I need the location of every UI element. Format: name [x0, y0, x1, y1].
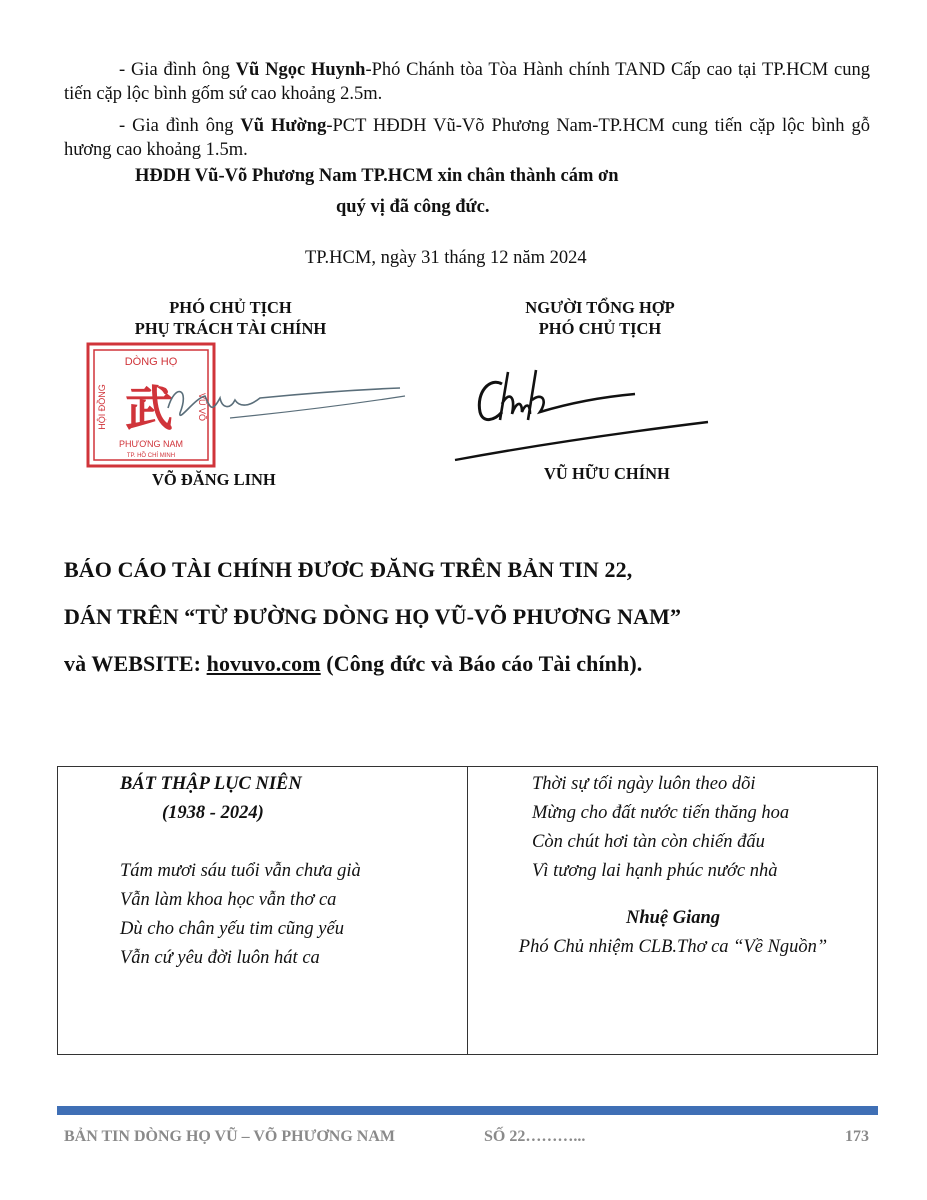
p1-text: -Phó Chánh tòa Tòa Hành chính TAND Cấp cao tại TP.HCM cung tiến cặp lộc bình gốm sứ cao khoảng 2.5m.	[64, 60, 870, 104]
poem-line: Thời sự tối ngày luôn theo dõi	[532, 774, 756, 794]
website-label: và WEBSITE:	[64, 651, 207, 676]
paragraph-donation-1	[64, 58, 870, 106]
p2-text: -PCT HĐDH Vũ-Võ Phương Nam-TP.HCM cung tiến cặp lộc bình gỗ hương cao khoảng 1.5m.	[64, 116, 870, 160]
website-suffix: (Công đức và Báo cáo Tài chính).	[320, 651, 643, 676]
poem-line: Còn chút hơi tàn còn chiến đấu	[532, 832, 765, 852]
seal-text-city: TP. HỒ CHÍ MINH	[126, 453, 176, 459]
p1-donor-name: Vũ Ngọc Huynh	[235, 60, 366, 80]
right-signatory-name: VŨ HỮU CHÍNH	[544, 464, 670, 483]
seal-text-bottom: PHƯƠNG NAM	[119, 439, 183, 449]
poem-left-stanza	[120, 857, 361, 973]
left-signatory-name: VÕ ĐĂNG LINH	[152, 470, 276, 489]
paragraph-donation-2	[64, 114, 870, 162]
heading-line-3	[64, 651, 642, 677]
seal-text-left: HỘI ĐỒNG	[97, 384, 107, 430]
footer-publication: BẢN TIN DÒNG HỌ VŨ – VÕ PHƯƠNG NAM	[64, 1128, 395, 1145]
footer-bar	[57, 1106, 878, 1115]
poem-line: Dù cho chân yếu tim cũng yếu	[120, 919, 344, 939]
left-signature	[150, 368, 410, 448]
p2-prefix: - Gia đình ông	[119, 116, 241, 136]
right-signature	[450, 362, 710, 467]
date-line: TP.HCM, ngày 31 tháng 12 năm 2024	[305, 248, 587, 268]
poem-line: Mừng cho đất nước tiến thăng hoa	[532, 803, 790, 823]
seal-glyph: 武	[124, 381, 174, 437]
poem-line: Vì tương lai hạnh phúc nước nhà	[532, 861, 778, 881]
heading-line-2: DÁN TRÊN “TỪ ĐƯỜNG DÒNG HỌ VŨ-VÕ PHƯƠNG NAM”	[64, 604, 682, 629]
poem-author-role: Phó Chủ nhiệm CLB.Thơ ca “Về Nguồn”	[518, 937, 828, 957]
seal-text-right: VŨ VÕ	[197, 392, 207, 422]
right-signatory-title	[490, 297, 710, 339]
poem-title: BÁT THẬP LỤC NIÊN	[120, 774, 302, 794]
heading-line-1: BÁO CÁO TÀI CHÍNH ĐƯƠC ĐĂNG TRÊN BẢN TIN 22,	[64, 557, 633, 582]
poem-right-stanza	[532, 770, 789, 886]
poem-line: Vẫn cứ yêu đời luôn hát ca	[120, 948, 320, 968]
poem-author: Nhuệ Giang	[625, 908, 721, 928]
left-signatory-title	[108, 297, 353, 339]
poem-line: Tám mươi sáu tuổi vẫn chưa già	[120, 861, 361, 881]
left-title-line-2: PHỤ TRÁCH TÀI CHÍNH	[134, 319, 327, 338]
p2-donor-name: Vũ Hường	[240, 116, 327, 136]
left-title-line-1: PHÓ CHỦ TỊCH	[169, 298, 292, 317]
thanks-line-1: HĐDH Vũ-Võ Phương Nam TP.HCM xin chân thành cám ơn	[135, 166, 619, 186]
p1-prefix: - Gia đình ông	[119, 60, 236, 80]
website-link[interactable]: hovuvo.com	[206, 651, 321, 676]
poem-years: (1938 - 2024)	[162, 803, 264, 823]
footer-page-number: 173	[845, 1128, 869, 1145]
right-title-line-1: NGƯỜI TỔNG HỢP	[525, 298, 675, 317]
right-title-line-2: PHÓ CHỦ TỊCH	[538, 319, 662, 338]
footer-issue: SỐ 22………...	[484, 1128, 586, 1145]
thanks-line-2: quý vị đã công đức.	[336, 197, 490, 217]
seal-text-top: DÒNG HỌ	[124, 356, 178, 368]
poem-line: Vẫn làm khoa học vẫn thơ ca	[120, 890, 337, 910]
